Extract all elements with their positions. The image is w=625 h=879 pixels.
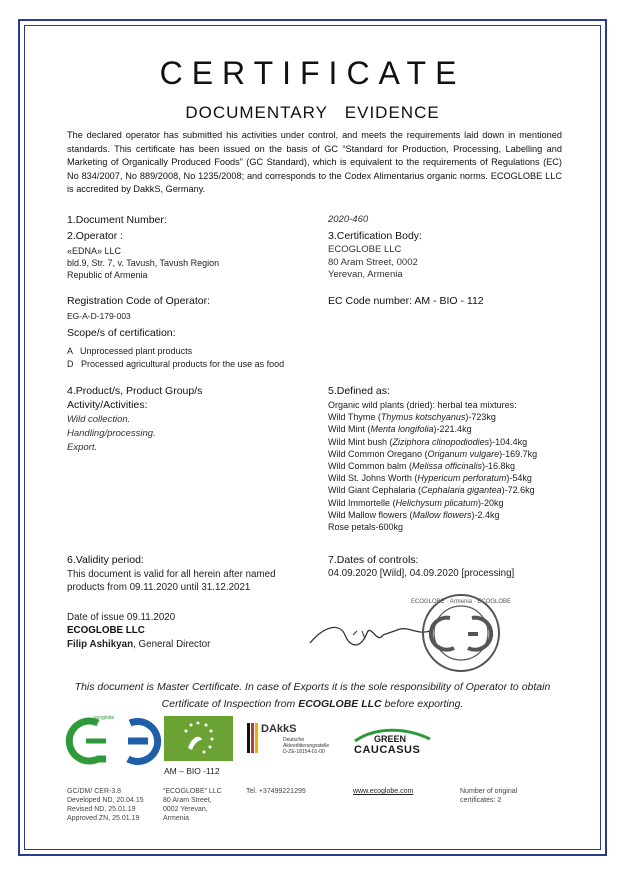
item-qty: )-20kg (478, 497, 504, 508)
ecoglobe-stamp-icon (410, 592, 512, 674)
registration-value: EG-A-D-179-003 (67, 311, 131, 321)
products-label: 4.Product/s, Product Group/s (67, 385, 203, 397)
operator-name: «EDNA» LLC (67, 246, 122, 256)
issue-date: Date of issue 09.11.2020 (67, 612, 176, 623)
scope-item-d: D Processed agricultural products for the use as food (67, 359, 285, 369)
activities-list (67, 413, 156, 455)
cert-body-address1: 80 Aram Street, 0002 (328, 256, 418, 268)
item-latin: Mallow flowers (412, 509, 472, 520)
footer-website-link[interactable]: www.ecoglobe.com (353, 788, 414, 795)
activity-label: Activity/Activities: (67, 399, 148, 411)
defined-item (328, 472, 537, 484)
item-latin: Helichysum plicatum (395, 497, 479, 508)
signer-name: Filip Ashikyan (67, 639, 134, 650)
issue-org: ECOGLOBE LLC (67, 625, 145, 636)
eg-small-text: ecoglobe (94, 715, 115, 721)
stamp-ring-text: ECOGLOBE · Armenia · ECOGLOBE (410, 599, 512, 605)
scope-label: Scope/s of certification: (67, 327, 176, 339)
item-name: Wild Mint bush ( (328, 436, 393, 447)
item-qty: )-221.4kg (433, 424, 472, 435)
item-latin: Hypericum perforatum (417, 473, 507, 484)
dakks-sub1: Deutsche (283, 737, 305, 743)
cert-body-block (328, 244, 418, 282)
validity-label: 6.Validity period: (67, 554, 144, 566)
item-name: Wild Mallow flowers ( (328, 509, 413, 520)
dakks-sub2: Akkreditierungsstelle (283, 743, 330, 749)
note-bold: ECOGLOBE LLC (298, 698, 382, 710)
item-qty: )-104.4kg (489, 436, 528, 447)
note-pre: This document is Master Certificate. In case of Exports it is the sole responsibility of Operator to obtain Certificate of Inspection from (74, 681, 551, 710)
master-certificate-note (60, 679, 565, 713)
operator-label: 2.Operator : (67, 230, 124, 242)
item-qty: )-72.6kg (501, 485, 535, 496)
intro-paragraph: The declared operator has submitted his activities under control, and meets the requirements laid down in mentioned standards. This certificate has been issued on the basis of GC “Standard for Production, Processing, Labelling and Marketing of Organically Produced Foods” (GC Standard), which is equivalent to the requirements of Regulations (EC) No 834/2007, No 889/2008, No 1235/2008; and corresponds to the Codex Alimentarius organic norms. ECOGLOBE LLC is accredited by DakkS, Germany. (67, 130, 562, 194)
cert-body-name: ECOGLOBE LLC (328, 244, 402, 255)
controls-value: 04.09.2020 [Wild], 04.09.2020 [processing] (328, 568, 515, 579)
dakks-sub3: D-ZE-18154-01-00 (283, 749, 325, 755)
footer-line: certificates: 2 (460, 797, 502, 804)
defined-item (328, 521, 537, 533)
item-name: Wild Thyme ( (328, 412, 381, 423)
defined-item (328, 484, 537, 496)
caucasus-text: CAUCASUS (354, 744, 421, 756)
signer-title: , General Director (133, 639, 211, 650)
green-caucasus-logo (350, 725, 435, 765)
document-number-value: 2020-460 (328, 214, 369, 225)
item-latin: Ziziphora clinopodiodies (392, 436, 490, 447)
signature-mark (305, 605, 435, 655)
item-name: Wild Immortelle ( (328, 497, 396, 508)
issue-signer (67, 639, 210, 650)
footer-line: Developed ND, 20.04.15 (67, 797, 144, 804)
green-text: GREEN (374, 734, 407, 744)
activity-item: Wild collection. (67, 414, 131, 425)
item-qty: )-16.8kg (482, 461, 516, 472)
defined-label: 5.Defined as: (328, 385, 390, 397)
footer-phone: Tel. +37499221295 (246, 788, 306, 795)
footer-line: Number of original (460, 788, 518, 795)
document-number-label: 1.Document Number: (67, 214, 167, 226)
item-latin: Thymus kotschyanus (380, 412, 466, 423)
eu-organic-logo (164, 716, 233, 761)
defined-item (328, 436, 537, 448)
footer-line: “ECOGLOBE” LLC (163, 788, 222, 795)
footer-line: Armenia (163, 815, 190, 822)
footer-doc-info (67, 787, 144, 823)
defined-list (328, 399, 537, 533)
item-name: Wild Mint ( (328, 424, 371, 435)
item-name: Wild Common balm ( (328, 461, 413, 472)
item-qty: )-54kg (506, 473, 532, 484)
item-name: Wild Giant Cephalaria ( (328, 485, 422, 496)
validity-line1: This document is valid for all herein after named (67, 569, 276, 580)
note-post: before exporting. (381, 698, 464, 710)
item-qty: )-2.4kg (471, 509, 500, 520)
operator-address1: bld.9, Str. 7, v. Tavush, Tavush Region (67, 258, 220, 269)
dakks-title: DAkkS (261, 723, 297, 735)
item-latin: Cephalaria gigantea (421, 485, 502, 496)
item-latin: Menta longifolia (370, 424, 434, 435)
footer-originals (460, 787, 517, 805)
footer-line: 0002 Yerevan, (163, 806, 208, 813)
item-name: Rose petals-600kg (328, 522, 404, 533)
item-name: Wild Common Oregano ( (328, 448, 428, 459)
footer-line: 80 Aram Street, (163, 797, 212, 804)
cert-body-label: 3.Certification Body: (328, 230, 422, 242)
cert-body-address2: Yerevan, Armenia (328, 269, 403, 281)
item-latin: Origanum vulgare (427, 448, 500, 459)
certificate-subtitle: DOCUMENTARY EVIDENCE (185, 103, 440, 122)
defined-item (328, 460, 537, 472)
defined-intro: Organic wild plants (dried): herbal tea mixtures: (328, 400, 517, 410)
footer-line: GC/DM/ CER-3.8 (67, 788, 122, 795)
footer-line: Revised ND, 25.01.19 (67, 806, 136, 813)
defined-item (328, 509, 537, 521)
operator-block (67, 245, 219, 282)
defined-item (328, 423, 537, 435)
item-qty: )-169.7kg (499, 448, 538, 459)
certificate-title: CERTIFICATE (159, 55, 466, 91)
operator-address2: Republic of Armenia (67, 270, 148, 281)
activity-item: Handling/processing. (67, 428, 156, 439)
eu-leaf-icon (164, 716, 233, 761)
validity-text (67, 568, 276, 594)
ecoglobe-logo (76, 715, 154, 765)
dakks-bar-red (251, 723, 254, 753)
dakks-logo (245, 717, 340, 765)
dakks-sub (283, 737, 329, 755)
controls-label: 7.Dates of controls: (328, 554, 419, 566)
item-latin: Melissa officinalis (412, 461, 483, 472)
scope-item-a: A Unprocessed plant products (67, 346, 193, 356)
footer-line: Approved ZN, 25.01.19 (67, 815, 140, 822)
ec-code: EC Code number: AM - BIO - 112 (328, 295, 484, 307)
validity-line2: products from 09.11.2020 until 31.12.2021 (67, 582, 251, 593)
item-qty: )-723kg (465, 412, 496, 423)
dakks-bar-black (247, 723, 250, 753)
footer-address (163, 787, 222, 823)
defined-item (328, 411, 537, 423)
registration-label: Registration Code of Operator: (67, 295, 210, 307)
eg-logo-icon (76, 715, 154, 765)
eu-code: AM – BIO -112 (164, 766, 220, 776)
item-name: Wild St. Johns Worth ( (328, 473, 418, 484)
dakks-bar-gold (255, 723, 258, 753)
defined-item (328, 497, 537, 509)
defined-item (328, 448, 537, 460)
activity-item: Export. (67, 442, 98, 453)
